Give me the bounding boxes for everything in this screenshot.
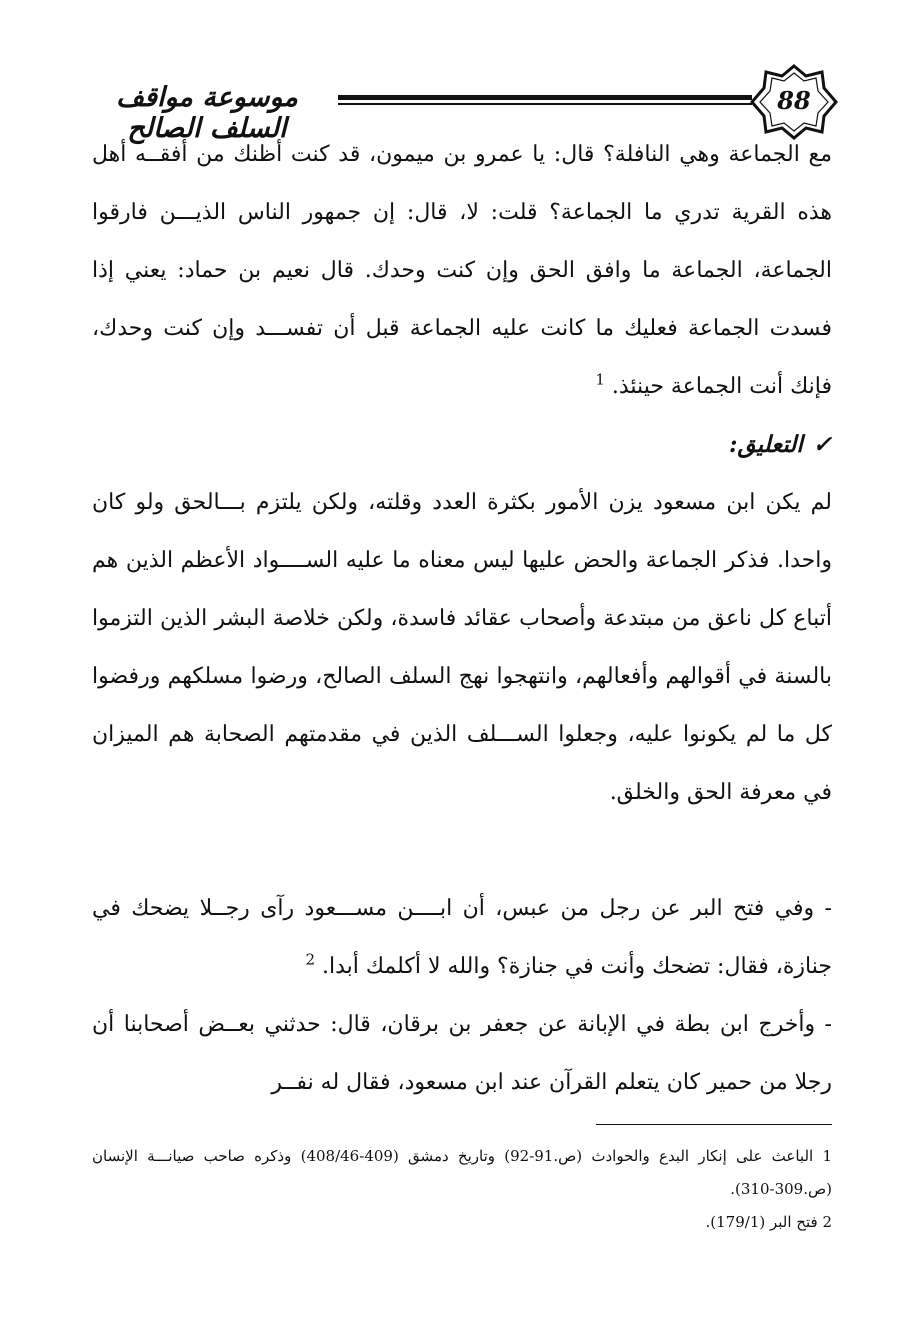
footnote-1: 1 الباعث على إنكار البدع والحوادث (ص.91-92) وتاريخ دمشق (409-408/46) وذكره صاحب صيانـــة الإنسان (ص.309-310). — [92, 1147, 832, 1198]
header-rule — [338, 95, 752, 107]
paragraph-commentary: لم يكن ابن مسعود يزن الأمور بكثرة العدد وقلته، ولكن يلتزم بـــالحق ولو كان واحدا. فذكر الجماعة والحض عليها ليس معناه ما عليه الســــواد الأعظم الذين هم أتباع كل ناعق من مبتدعة وأصحاب عقائد فاسدة، ولكن خلاصة البشر الذين التزموا بالسنة في أقوالهم وأفعالهم، وانتهجوا نهج السلف الصالح، ورضوا مسلكهم ورفضوا كل ما لم يكونوا عليه، وجعلوا الســـلف الذين في مقدمتهم الصحابة هم الميزان في معرفة الحق والخلق. — [92, 490, 832, 805]
check-mark-icon: ✓ — [812, 431, 832, 458]
section-heading — [92, 416, 832, 474]
footnote-2: 2 فتح البر (179/1). — [705, 1213, 832, 1231]
footnote-ref-2: 2 — [305, 950, 315, 969]
page-number: 88 — [777, 86, 811, 115]
spacer — [92, 822, 832, 880]
paragraph-narration — [92, 126, 832, 416]
book-title: موسوعة مواقف السلف الصالح — [116, 82, 298, 144]
section-heading-text: التعليق: — [729, 431, 803, 458]
paragraph-ibanah: - وأخرج ابن بطة في الإبانة عن جعفر بن برقان، قال: حدثني بعــض أصحابنا أن رجلا من حمير كان يتعلم القرآن عند ابن مسعود، فقال له نفــر — [92, 1012, 832, 1095]
footnote-ref-1: 1 — [595, 370, 605, 389]
paragraph-text: - وفي فتح البر عن رجل من عبس، أن ابــــن مســـعود رآى رجــلا يضحك في جنازة، فقال: تضحك وأنت في جنازة؟ والله لا أكلمك أبدا. — [92, 896, 832, 979]
paragraph-fath-albirr — [92, 880, 832, 996]
footnote-separator — [596, 1124, 832, 1125]
page-body — [92, 126, 832, 1112]
paragraph-text: مع الجماعة وهي النافلة؟ قال: يا عمرو بن ميمون، قد كنت أظنك من أفقــه أهل هذه القرية تدري ما الجماعة؟ قلت: لا، قال: إن جمهور الناس الذيـــن فارقوا الجماعة، الجماعة ما وافق الحق وإن كنت وحدك. قال نعيم بن حماد: يعني إذا فسدت الجماعة فعليك ما كانت عليه الجماعة قبل أن تفســـد وإن كنت وحدك، فإنك أنت الجماعة حينئذ. — [92, 142, 832, 399]
footnotes — [92, 1140, 832, 1239]
